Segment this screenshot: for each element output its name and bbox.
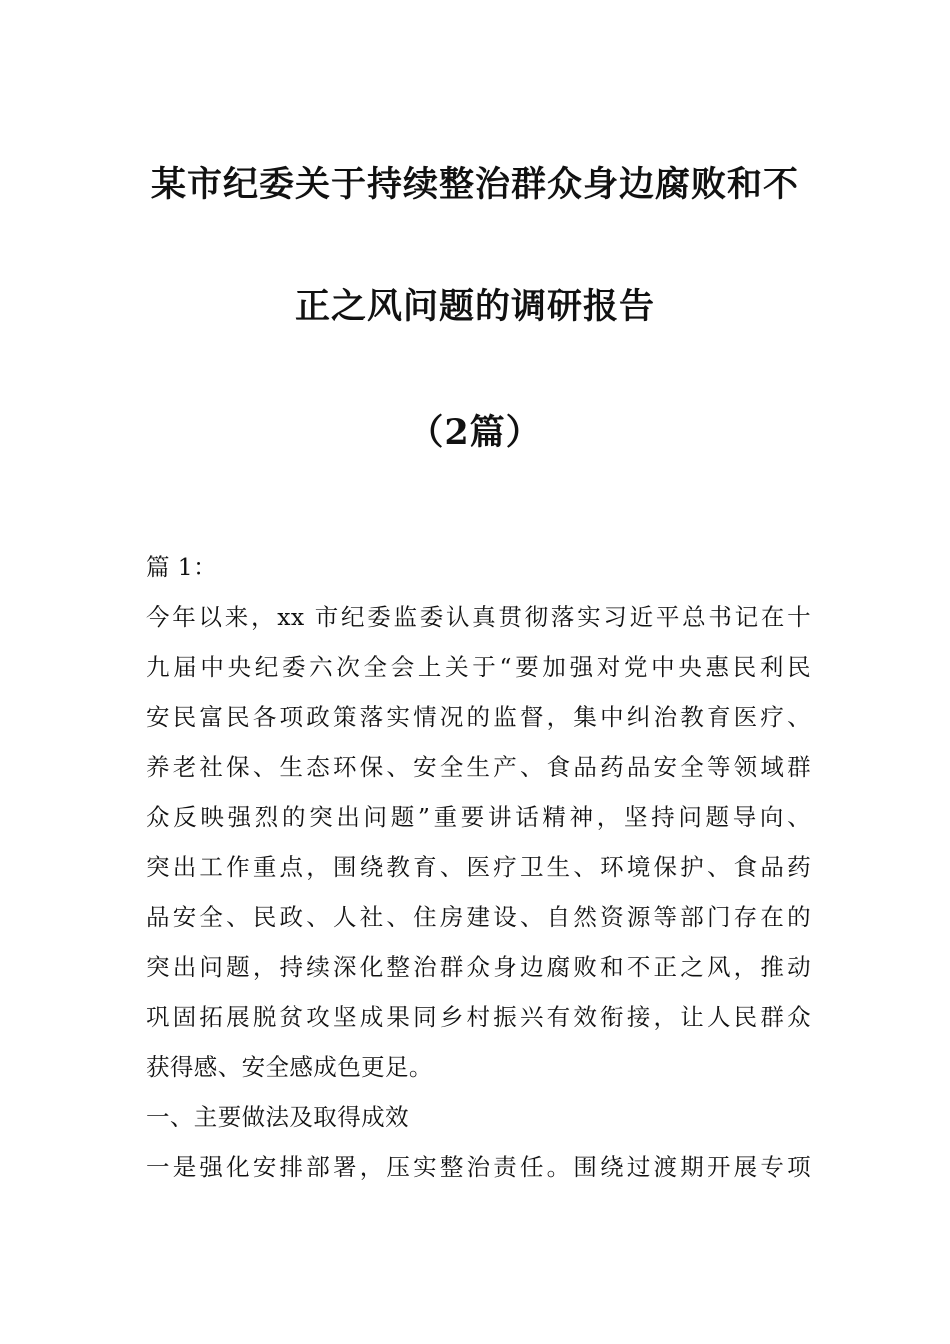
body-line: 品安全、民政、人社、住房建设、自然资源等部门存在的 (146, 903, 811, 931)
section-label: 篇 1： (146, 553, 218, 581)
body-line: 众反映强烈的突出问题”重要讲话精神，坚持问题导向、 (146, 803, 811, 831)
body-line: 突出问题，持续深化整治群众身边腐败和不正之风，推动 (146, 953, 811, 981)
body-line: 突出工作重点，围绕教育、医疗卫生、环境保护、食品药 (146, 853, 811, 881)
body-line: 养老社保、生态环保、安全生产、食品药品安全等领域群 (146, 753, 811, 781)
body-line: 巩固拓展脱贫攻坚成果同乡村振兴有效衔接，让人民群众 (146, 1003, 811, 1031)
document-title-line-2: 正之风问题的调研报告 (294, 286, 655, 327)
body-line: 安民富民各项政策落实情况的监督，集中纠治教育医疗、 (146, 703, 811, 731)
document-title-line-1: 某市纪委关于持续整治群众身边腐败和不 (150, 164, 799, 205)
body-line: 一是强化安排部署，压实整治责任。围绕过渡期开展专项 (146, 1153, 811, 1181)
body-line: 获得感、安全感成色更足。 (146, 1053, 433, 1081)
body-line: 今年以来，xx 市纪委监委认真贯彻落实习近平总书记在十 (146, 603, 811, 631)
document-subtitle-count: （2篇） (408, 412, 542, 453)
section-heading: 一、主要做法及取得成效 (146, 1103, 409, 1131)
document-body (146, 542, 811, 1192)
body-line: 九届中央纪委六次全会上关于“要加强对党中央惠民利民 (146, 653, 811, 681)
